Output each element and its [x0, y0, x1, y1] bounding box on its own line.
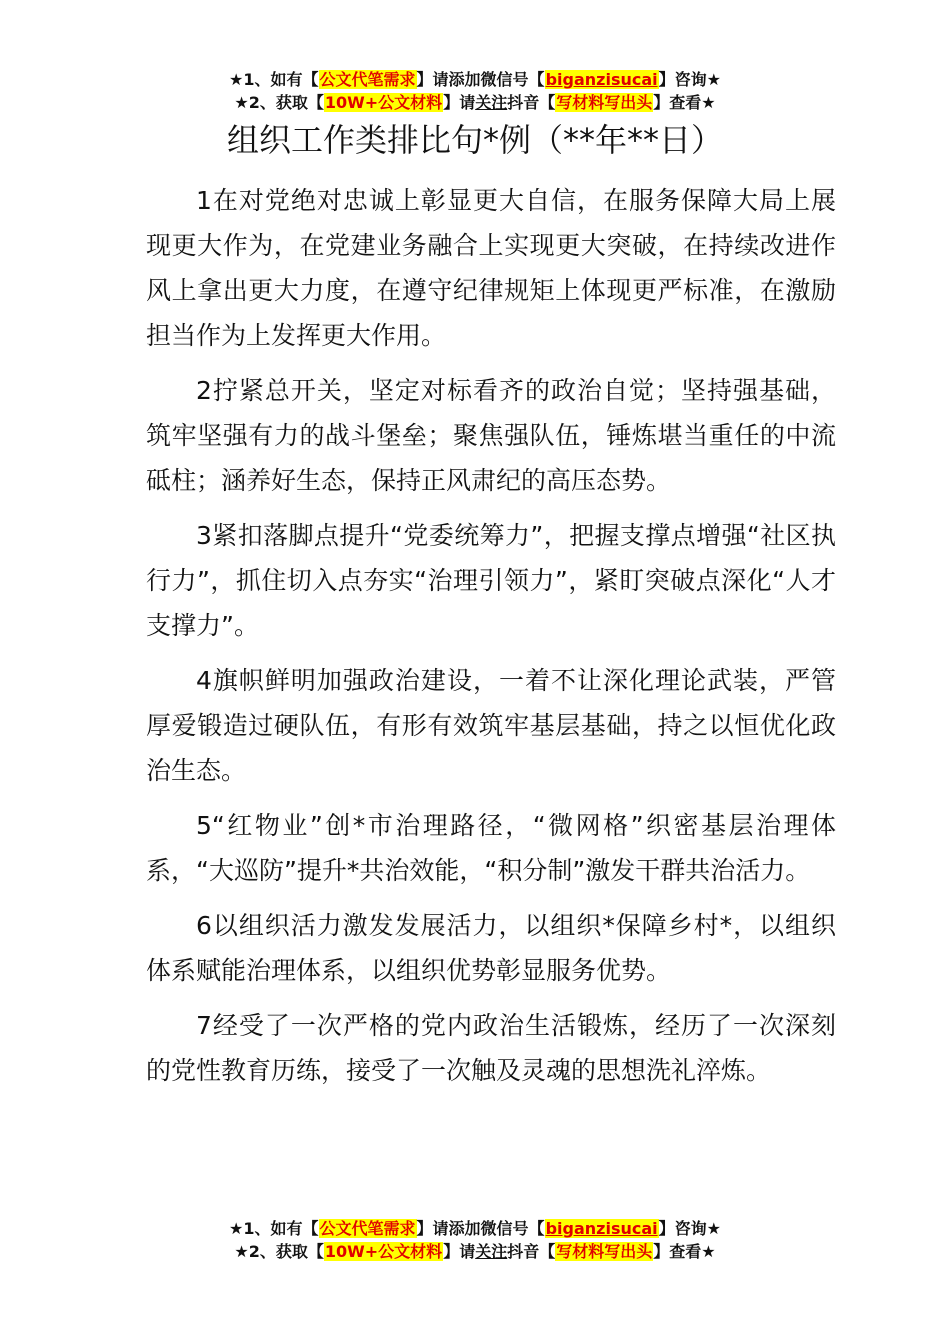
banner-text: 】咨询★ — [658, 70, 721, 89]
banner-line-2 — [0, 91, 950, 114]
banner-text: 抖音【 — [507, 1242, 556, 1261]
paragraph-2: 2拧紧总开关，坚定对标看齐的政治自觉；坚持强基础，筑牢坚强有力的战斗堡垒；聚焦强队伍，锤炼堪当重任的中流砥柱；涵养好生态，保持正风肃纪的高压态势。 — [146, 376, 836, 495]
banner-wechat-id[interactable]: biganzisucai — [545, 1219, 658, 1238]
banner-douyin-account[interactable]: 写材料写出头 — [556, 1242, 653, 1261]
banner-text: 】请添 — [416, 70, 465, 89]
paragraph-5: 5“红物业”创*市治理路径，“微网格”织密基层治理体系，“大巡防”提升*共治效能，“积分制”激发干群共治活力。 — [146, 811, 836, 885]
banner-text: 微信号【 — [480, 70, 545, 89]
footer-banner — [0, 1217, 950, 1263]
banner-line-1 — [0, 1217, 950, 1240]
banner-text: 】请 — [443, 93, 476, 112]
banner-highlight-materials: 10W+公文材料 — [324, 1242, 443, 1261]
banner-line-1 — [0, 68, 950, 91]
document-title: 组织工作类排比句*例（**年**日） — [226, 121, 723, 159]
paragraph-3: 3紧扣落脚点提升“党委统筹力”，把握支撑点增强“社区执行力”，抓住切入点夯实“治理引领力”，紧盯突破点深化“人才支撑力”。 — [146, 521, 836, 640]
banner-text: 加 — [464, 70, 481, 89]
banner-text: 】查看★ — [653, 1242, 716, 1261]
paragraph-4: 4旗帜鲜明加强政治建设，一着不让深化理论武装，严管厚爱锻造过硬队伍，有形有效筑牢基层基础，持之以恒优化政治生态。 — [146, 666, 836, 785]
banner-text: ★1、如有【 — [229, 1219, 319, 1238]
banner-follow-text: 关注 — [475, 93, 508, 112]
banner-highlight-service: 公文代笔需求 — [319, 1219, 416, 1238]
paragraph-7: 7经受了一次严格的党内政治生活锻炼，经历了一次深刻的党性教育历练，接受了一次触及灵魂的思想洗礼淬炼。 — [146, 1011, 836, 1085]
paragraph-1: 1在对党绝对忠诚上彰显更大自信，在服务保障大局上展现更大作为，在党建业务融合上实现更大突破，在持续改进作风上拿出更大力度，在遵守纪律规矩上体现更严标准，在激励担当作为上发挥更大作用。 — [146, 186, 836, 350]
paragraph-6: 6以组织活力激发发展活力，以组织*保障乡村*，以组织体系赋能治理体系，以组织优势彰显服务优势。 — [146, 911, 836, 985]
banner-text: 】请 — [443, 1242, 476, 1261]
banner-highlight-service: 公文代笔需求 — [319, 70, 416, 89]
banner-text: 加 — [464, 1219, 481, 1238]
banner-text: ★1、如有【 — [229, 70, 319, 89]
banner-wechat-id[interactable]: biganzisucai — [545, 70, 658, 89]
banner-line-2 — [0, 1240, 950, 1263]
banner-text: ★2、获取【 — [234, 1242, 324, 1261]
banner-text: 】请添 — [416, 1219, 465, 1238]
header-banner — [0, 68, 950, 114]
banner-text: 微信号【 — [480, 1219, 545, 1238]
banner-follow-text: 关注 — [475, 1242, 508, 1261]
banner-text: 抖音【 — [507, 93, 556, 112]
document-body — [146, 178, 836, 1103]
banner-douyin-account[interactable]: 写材料写出头 — [556, 93, 653, 112]
banner-highlight-materials: 10W+公文材料 — [324, 93, 443, 112]
banner-text: 】咨询★ — [658, 1219, 721, 1238]
banner-text: 】查看★ — [653, 93, 716, 112]
banner-text: ★2、获取【 — [234, 93, 324, 112]
